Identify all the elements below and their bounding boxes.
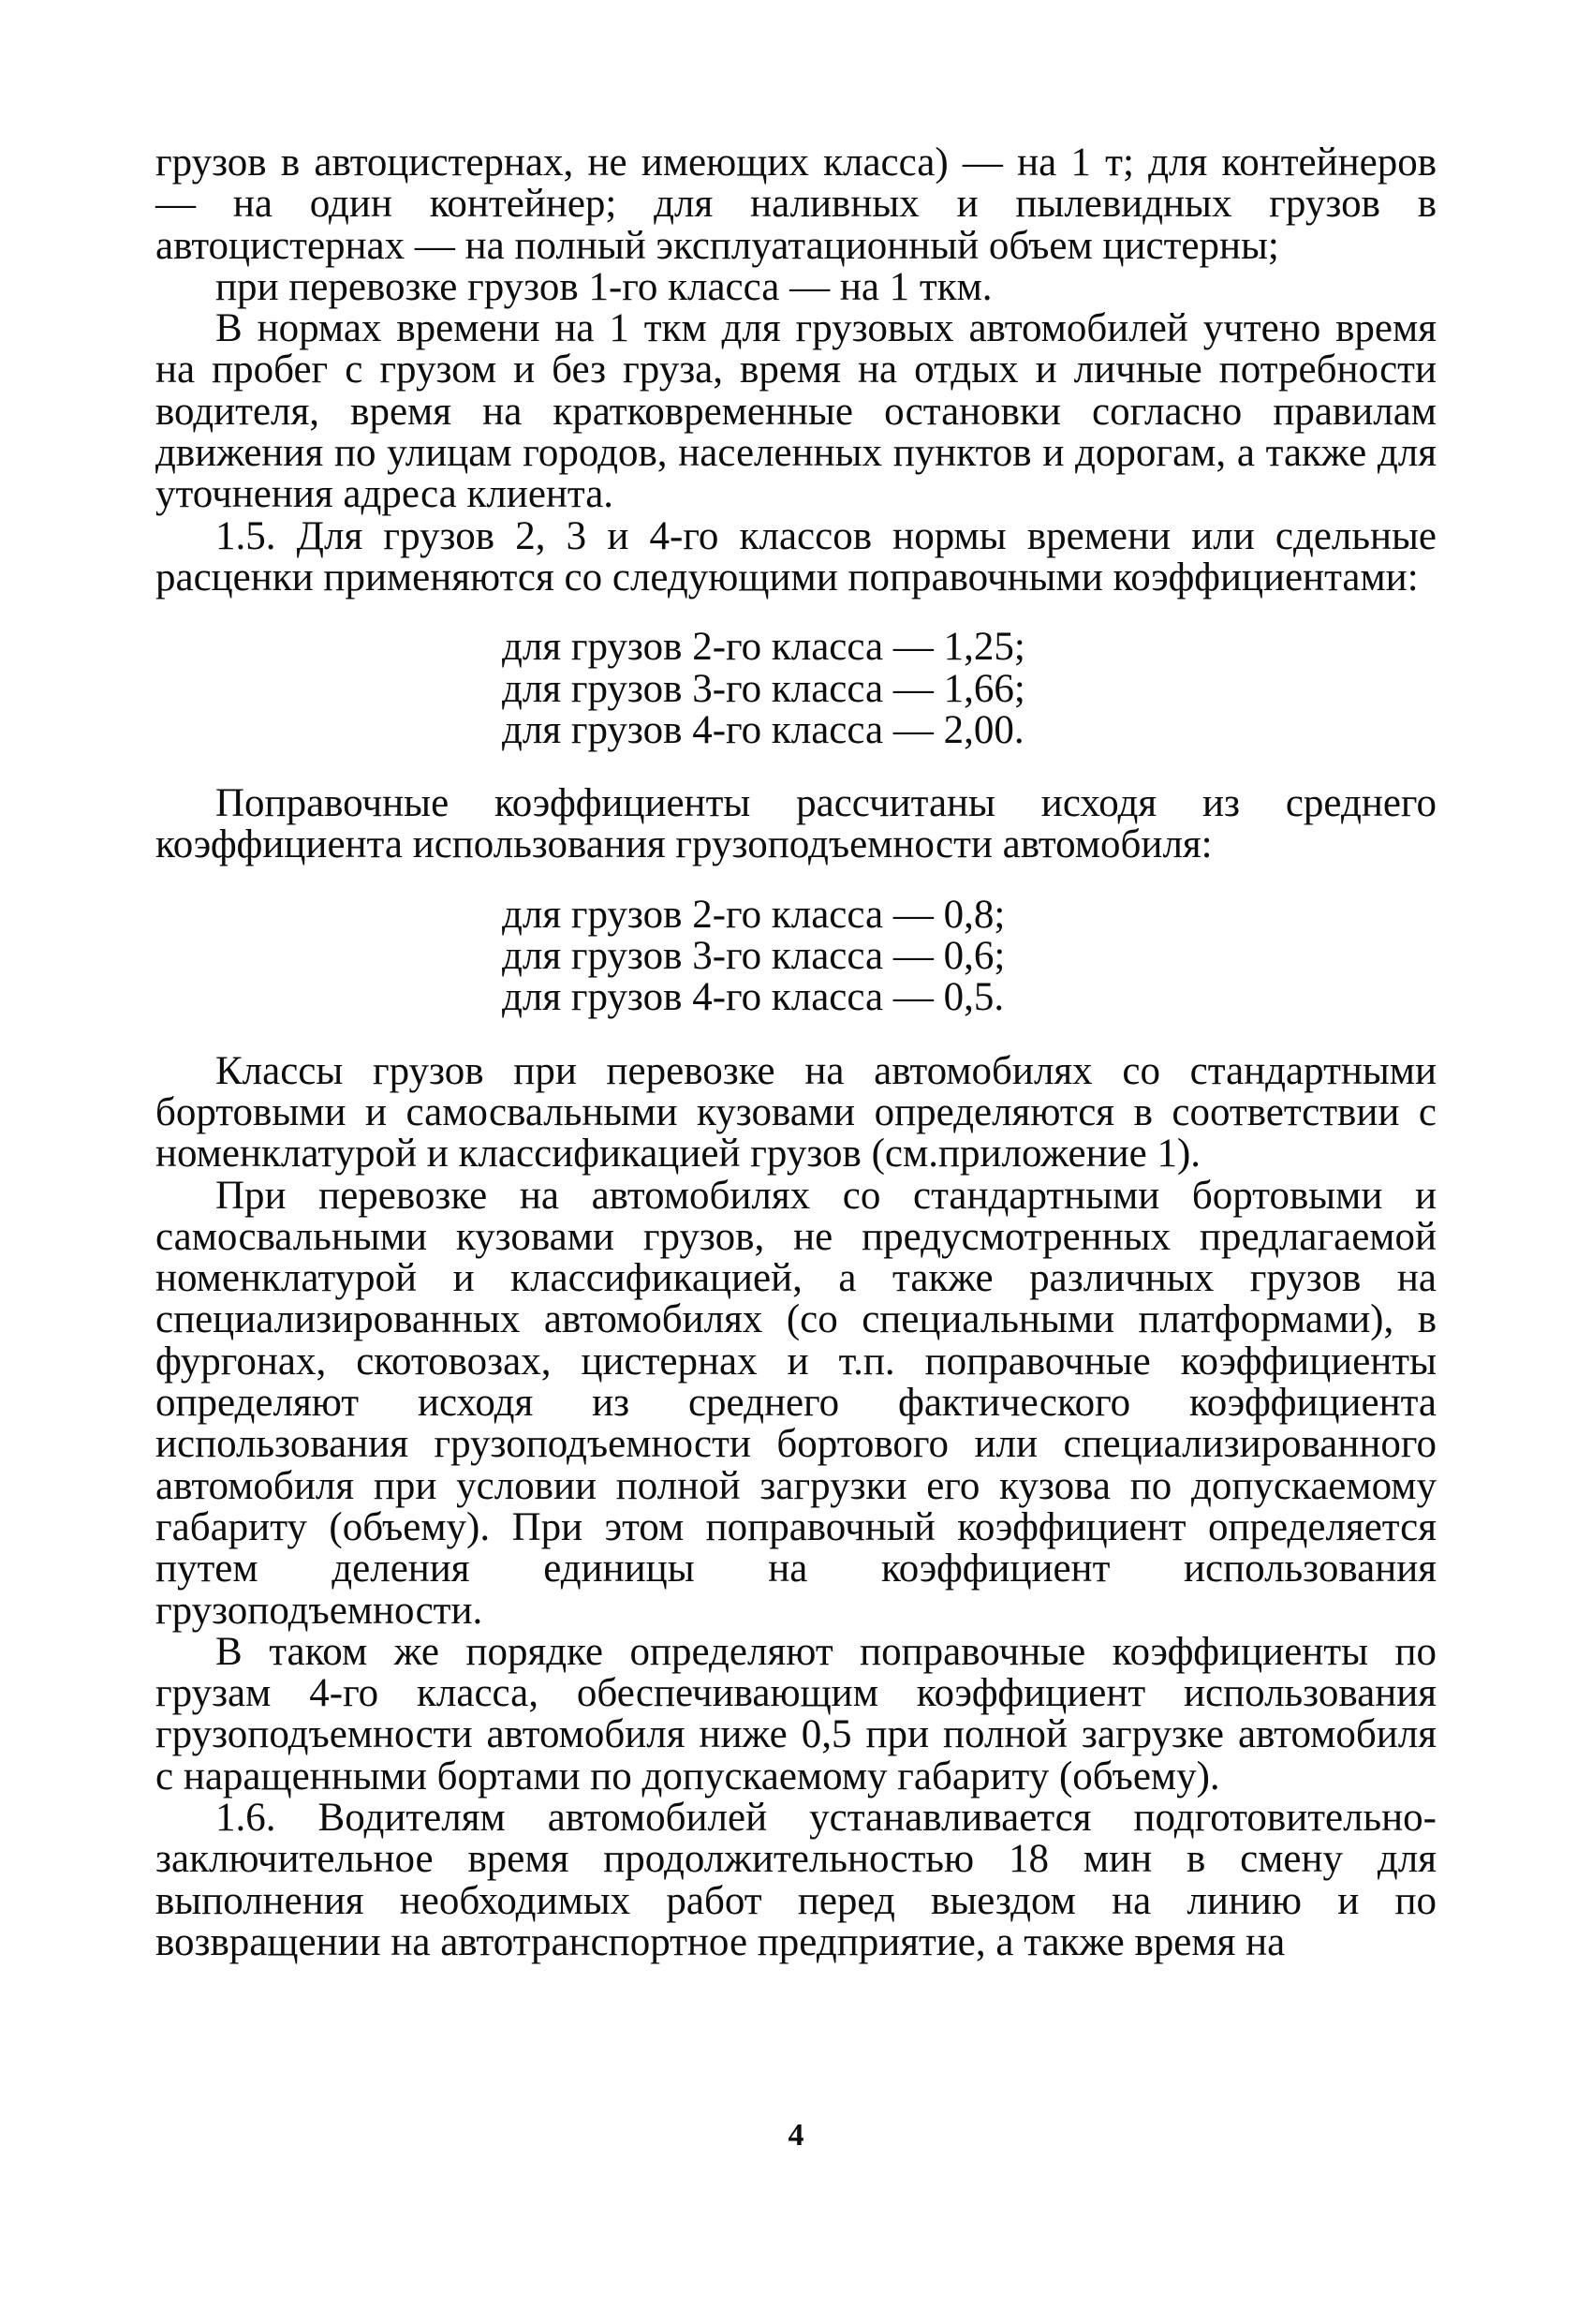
list-item: для грузов 4-го класса — 2,00. [502, 707, 1024, 752]
paragraph-time-norms: В нормах времени на 1 ткм для грузовых автомобилей учтено время на пробег с грузом и без груза, время на отдых и личные потребности водителя, время на кратковременные остановки согласно правилам движения по улицам городов, населенных пунктов и дорогам, а также для уточнения адреса клиента. [155, 306, 1437, 517]
load-capacity-coefficients-list [502, 892, 1437, 1020]
paragraph-continuation: грузов в автоцистернах, не имеющих класса) — на 1 т; для контейнеров — на один контейнер; для наливных и пылевидных грузов в автоцистернах — на полный эксплуатационный объем цистерны; [155, 141, 1437, 268]
list-item: для грузов 3-го класса — 0,6; [502, 934, 1006, 979]
paragraph-section-1-5: 1.5. Для грузов 2, 3 и 4-го классов нормы времени или сдельные расценки применяются со следующими поправочными коэффициентами: [155, 513, 1437, 600]
list-item: для грузов 4-го класса — 0,5. [502, 975, 1005, 1020]
text-column [155, 142, 1437, 1963]
paragraph-coefficients-basis: Поправочные коэффициенты рассчитаны исходя из среднего коэффициента использования грузоподъемности автомобиля: [155, 781, 1437, 867]
paragraph-section-1-6: 1.6. Водителям автомобилей устанавливается подготовительно-заключительное время продолжительностью 18 мин в смену для выполнения необходимых работ перед выездом на линию и по возвращении на автотранспортное предприятие, а также время на [155, 1795, 1437, 1964]
list-item: для грузов 2-го класса — 0,8; [502, 892, 1006, 937]
paragraph-class-4-order: В таком же порядке определяют поправочные коэффициенты по грузам 4-го класса, обеспечивающим коэффициент использования грузоподъемности автомобиля ниже 0,5 при полной загрузке автомобиля с наращенными бортами по допускаемому габариту (объему). [155, 1629, 1437, 1799]
page-number: 4 [788, 2118, 804, 2153]
correction-coefficients-list [502, 627, 1437, 751]
paragraph-cargo-classes: Классы грузов при перевозке на автомобилях со стандартными бортовыми и самосвальными кузовами определяются в соответствии с номенклатурой и классификацией грузов (см.приложение 1). [155, 1048, 1437, 1177]
paragraph-special-vehicles: При перевозке на автомобилях со стандартными бортовыми и самосвальными кузовами грузов, не предусмотренных предлагаемой номенклатурой и классификацией, а также различных грузов на специализированных автомобилях (со специальными платформами), в фургонах, скотовозах, цистернах и т.п. поправочные коэффициенты определяют исходя из среднего фактического коэффициента использования грузоподъемности бортового или специализированного автомобиля при условии полной загрузки его кузова по допускаемому габариту (объему). При этом поправочный коэффициент определяется путем деления единицы на коэффициент использования грузоподъемности. [155, 1173, 1437, 1633]
list-item: для грузов 3-го класса — 1,66; [502, 666, 1025, 711]
list-item: для грузов 2-го класса — 1,25; [502, 625, 1025, 670]
paragraph-first-class: при перевозке грузов 1-го класса — на 1 ткм. [215, 264, 993, 309]
